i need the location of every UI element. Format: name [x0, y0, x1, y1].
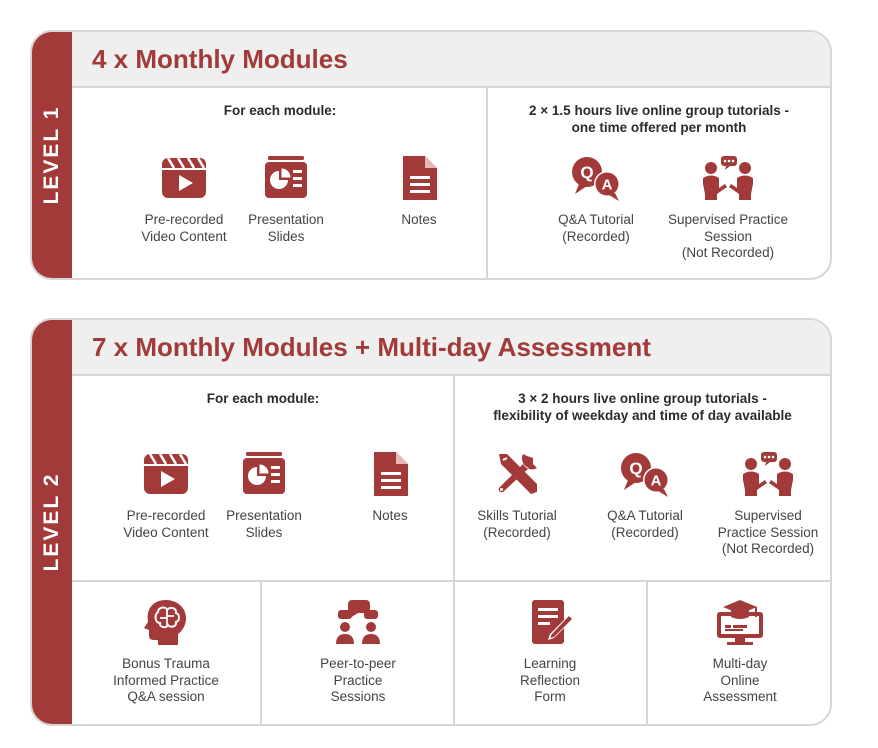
level-2-tutorial-section — [455, 376, 830, 580]
level-2-qa-item — [575, 450, 715, 541]
video-icon — [160, 154, 208, 202]
tools-icon — [493, 450, 541, 498]
online-assessment-icon — [713, 598, 767, 646]
level-1-video-label: Pre-recorded Video Content — [141, 212, 227, 244]
level-1-notes-item — [349, 154, 489, 229]
level-2-assessment-label: Multi-day Online Assessment — [703, 656, 777, 704]
level-2-module-heading: For each module: — [206, 391, 320, 406]
notes-icon — [395, 154, 443, 202]
level-1-qa-label: Q&A Tutorial (Recorded) — [558, 212, 634, 244]
level-2-notes-item — [320, 450, 460, 525]
level-1-title: 4 x Monthly Modules — [92, 44, 348, 74]
level-1-tutorial-section — [488, 88, 830, 278]
level-1-module-section — [72, 88, 488, 278]
video-icon — [142, 450, 190, 498]
level-1-module-heading: For each module: — [223, 103, 337, 118]
level-2-title: 7 x Monthly Modules + Multi-day Assessment — [92, 332, 651, 362]
level-2-assessment-item — [670, 598, 810, 706]
level-2-qa-label: Q&A Tutorial (Recorded) — [607, 508, 683, 540]
level-2-card — [30, 318, 832, 726]
level-1-notes-label: Notes — [401, 212, 437, 227]
level-2-bonus-item — [96, 598, 236, 706]
level-2-assessment-cell — [648, 582, 830, 726]
notes-icon — [366, 450, 414, 498]
level-2-video-label: Pre-recorded Video Content — [123, 508, 209, 540]
level-2-supervision-label: Supervised Practice Session (Not Recorded) — [717, 508, 819, 556]
level-2-peer-item — [288, 598, 428, 706]
level-2-bonus-label: Bonus Trauma Informed Practice Q&A session — [113, 656, 219, 704]
level-2-reflection-item — [480, 598, 620, 706]
level-2-presentation-item — [194, 450, 334, 541]
level-2-header — [72, 320, 830, 376]
brain-head-icon — [142, 598, 190, 646]
level-2-module-section — [72, 376, 454, 580]
level-2-supervision-item — [698, 450, 832, 558]
level-2-skills-item — [447, 450, 587, 541]
qa-icon — [569, 154, 623, 202]
level-2-reflection-label: Learning Reflection Form — [519, 656, 581, 704]
level-2-skills-label: Skills Tutorial (Recorded) — [477, 508, 557, 540]
level-1-presentation-item — [216, 154, 356, 245]
level-1-supervision-item — [658, 154, 798, 262]
supervision-icon — [741, 450, 795, 498]
level-2-tutorial-heading: 3 × 2 hours live online group tutorials - flexibility of weekday and time of day available — [493, 391, 792, 423]
level-1-presentation-label: Presentation Slides — [248, 212, 324, 244]
reflection-form-icon — [526, 598, 574, 646]
peer-chat-icon — [334, 598, 382, 646]
presentation-icon — [262, 154, 310, 202]
level-1-side-bar — [32, 32, 72, 278]
qa-icon — [618, 450, 672, 498]
level-1-tutorial-heading: 2 × 1.5 hours live online group tutorials - one time offered per month — [529, 103, 789, 135]
presentation-icon — [240, 450, 288, 498]
level-1-qa-item — [526, 154, 666, 245]
level-2-notes-label: Notes — [372, 508, 408, 523]
level-2-peer-label: Peer-to-peer Practice Sessions — [320, 656, 396, 704]
level-1-header — [72, 32, 830, 88]
supervision-icon — [701, 154, 755, 202]
level-2-presentation-label: Presentation Slides — [226, 508, 302, 540]
level-1-card — [30, 30, 832, 280]
level-1-tag: LEVEL 1 — [40, 105, 63, 205]
level-1-supervision-label: Supervised Practice Session (Not Recorded) — [667, 212, 789, 260]
level-2-tag: LEVEL 2 — [40, 472, 63, 572]
level-2-side-bar — [32, 320, 72, 724]
level-2-peer-cell — [262, 582, 453, 726]
level-2-bonus-cell — [72, 582, 260, 726]
level-2-reflection-cell — [455, 582, 646, 726]
